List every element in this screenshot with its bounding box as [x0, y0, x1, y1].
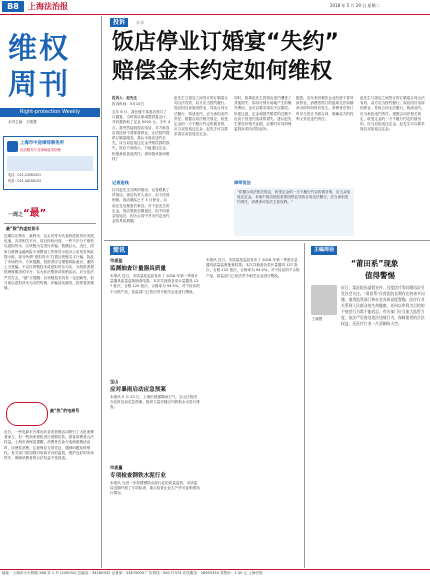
week-label	[8, 210, 46, 219]
footer: 地址：上海市小木桥路 268 弄 1 号 (200032) 总编室：34160932 记者部：33675000 广告热线：64177374 在线服务：28953353 零售价：1.50 元 上海法报	[2, 571, 263, 575]
byline-time: 投诉时间：5月10日	[112, 102, 145, 106]
lawyer-quote: “依据合同法相关规定，收受定金的一方不履行约定的债务的，应当双倍返还定金。本案中饭店因经营原因停业导致合同无法履行，应当承担违约责任，消费者可依法主张权利。”	[237, 190, 351, 205]
week-title: 最“假”的虚拟货币	[6, 226, 40, 231]
editor-line: 本刊主编：王啸慧	[8, 120, 37, 124]
news3-source: 市质量	[110, 465, 123, 470]
masthead	[0, 0, 430, 14]
ad-fax: 传真：021-48160153	[8, 179, 42, 183]
column-body: 近日，某医院因虚假宣传、过度医疗等问题再次引发社会关注。“莆田系”民营医院长期存在的诸多问题，值得监管部门和社会各界高度警惕。医疗行业关系到人民群众的生命健康，任何以牟利为目的的不规范行为都不能容忍。有关部门应当加大监管力度，依法严厉查处违法违规行为，保障患者的合法权益，还医疗行业一片清朗的天空。	[341, 285, 425, 326]
news1-body: 本报讯 近日，市质量技监局发布了 2018 年第一季度计量器具质量监督抽查结果。本次共抽查各类计量器具 127 批次，合格 120 批次，合格率为 94.5%。对于检出的不合格产品，质监部门已依法责令相关企业进行整改。	[110, 274, 200, 294]
column-author: 王啸慧	[312, 317, 323, 321]
bubble-body: 近日，一些电商平台推出的各类营销活动吸引了大批消费者参与，但一些商家借机进行虚假宣传，损害消费者合法权益。上海市消保委提醒，消费者在参与电商促销活动时，应理性消费，注意保存交易凭证，遇到问题及时维权。有关部门将加强对电商平台的监管，维护良好的市场秩序，保障消费者的合法权益不受侵害。	[4, 430, 94, 461]
feature-tag: 投诉	[110, 18, 128, 27]
headline-line2: 赔偿金未约定如何维权	[112, 59, 333, 84]
lawyer-label: 律师说法	[234, 180, 251, 185]
law-firm-ad	[3, 136, 98, 190]
week-label-text: 一周之	[8, 212, 24, 218]
sidebar-title-line1: 维权	[8, 31, 71, 65]
feature-article	[104, 16, 430, 238]
sidebar	[0, 16, 100, 568]
bubble-icon	[6, 402, 48, 426]
feature-col6: 赵先生与饭店之间签订的订婚宴合同合法有效，双方应当按约履行。饭店因自身原因停业，导致合同无法履行，构成违约，应当承担违约责任。根据合同法相关规定，收受定金的一方不履行约定的债务的，应当双倍返还定金。赵先生可以要求饭店双倍返还定金。	[360, 96, 425, 132]
column-section: 主编周话	[311, 246, 337, 255]
news2-body: 本报讯 5 月 23 日，上海出现强降雨天气，宝山区防汛办及时启动应急预案，组织力量对辖区内的积水点进行排查。	[110, 395, 200, 410]
record-label: 记者连线	[112, 180, 129, 185]
bubble-label: 最“热”的电商号	[50, 408, 80, 413]
news-briefs	[104, 243, 304, 568]
feature-col3: 赵先生与饭店之间签订的订婚宴合同合法有效，双方应当按约履行。饭店因自身原因停业，导致合同无法履行，构成违约，应当承担违约责任。根据合同法相关规定，收受定金的一方不履行约定的债务的，应当双倍返还定金。赵先生可以要求饭店双倍返还定金。	[174, 96, 228, 137]
news1-headline: 监测抽查计量器具质量	[110, 266, 166, 272]
feature-col1: 去年 6 月，我在楼下某饭店预订了订婚宴，当时饭店承诺提供宴会厅，并向我收取了定金 5000 元。今年 4 月，我突然接到饭店电话，对方称饭店因经营不善即将停业，无法按约提供订婚宴服务。我认为饭店违约在先，应当双倍返还定金并赔偿我的损失。饭店方面表示，只能退还定金，拒绝承担其他责任。请问我该如何维权？	[112, 110, 170, 161]
feature-col5: 据悉，近年来因餐饮企业经营不善导致停业，消费者预订的宴席无法如期举办的纠纷时有发生。消费者在预订时应当签订书面合同，明确双方的权利义务及违约责任。	[296, 96, 354, 121]
column-title-line2: 值得警惕	[365, 271, 395, 280]
byline: 投诉人：赵先生	[112, 96, 138, 100]
page-code: B8	[2, 1, 24, 12]
sidebar-subtitle: Right-protection Weekly	[0, 108, 100, 117]
column-title-line1: “莆田系”现象	[351, 259, 399, 268]
news2-headline: 应对暴雨启动应急预案	[110, 387, 166, 393]
paper-name: 上海法治报	[28, 2, 68, 11]
feature-col4: 同时，如果赵先生因饭店违约遭受了其他损失，如另行预订场地产生的额外费用，也可以要求饭店予以赔偿。但需注意，定金和损失赔偿的总额不应高于因违约造成的损失。建议赵先生保存好相关证据，必要时可向消保委投诉或向法院起诉。	[234, 96, 292, 132]
ad-slogan: 优质服务专业律师值得信赖	[20, 148, 61, 152]
week-body: 近期以比特币、莱特币、以太坊等为代表的虚拟货币发展迅速，各类相关平台、项目纷纷出现，一些不法分子借机以虚拟货币、区块链为名进行诈骗，数额巨大。近日，国家互联网金融风险专项整治工作领导小组办公室发布风险提示称，部分所谓“虚拟货币”打着区块链名义行骗，扰乱了市场秩序。专家提醒，投资者应当增强风险意识，谨防上当受骗。不以区块链技术或虚拟货币为名，为投资者提供理财服务的平台，实为非法集资或传销活动，应当依法严厉打击。“最”字提醒：区块链技术具有一定创新性，但当前以虚拟货币为名的传销、诈骗活动频发，投资者须谨慎。	[4, 234, 94, 291]
headline-line1: 饭店停业订婚宴“失约”	[112, 30, 339, 55]
ad-phone: 电话：021-24563451	[8, 173, 42, 177]
ad-photo-strip	[7, 156, 93, 171]
firm-logo-icon	[7, 141, 18, 152]
news2-source: 宝山	[110, 379, 119, 384]
ad-org-name: 上海市中房律师事务所	[20, 141, 64, 146]
news3-headline: 专项检查钢铁水泥行业	[110, 473, 166, 479]
editor-column	[307, 243, 430, 568]
sidebar-title-line2: 周刊	[8, 67, 71, 101]
news3-body: 本报讯 为进一步加强钢铁水泥行业的质量监管，市质监局近期开展了专项检查，重点检查企业生产许可证制度执行情况。	[110, 481, 200, 496]
week-char: “最”	[23, 208, 47, 219]
news1-source: 市质监	[110, 258, 123, 263]
author-photo	[311, 285, 337, 315]
news-section: 简讯	[110, 246, 128, 255]
date-line: 2018 年 5 月 29 日 星期二	[330, 3, 380, 8]
quote-box	[234, 188, 354, 236]
feature-tag-sub: 实录	[136, 20, 144, 25]
news-col2: 本报讯 近日，市质量技监局发布了 2018 年第一季度计量器具质量监督抽查结果。本次共抽查各类计量器具 127 批次，合格 120 批次，合格率为 94.5%。对于检出的不合格产品，质监部门已依法责令相关企业进行整改。	[206, 258, 300, 278]
feature-col2: 针对赵先生反映的情况，记者联系了该饭店。饭店负责人表示，由于经营困难，饭店确实已于 5 月停业，目前正在处理善后事宜。对于赵先生的定金，饭店愿意全额退还，但不同意双倍返还，因为合同中并未约定违约金的具体数额。	[112, 188, 170, 224]
